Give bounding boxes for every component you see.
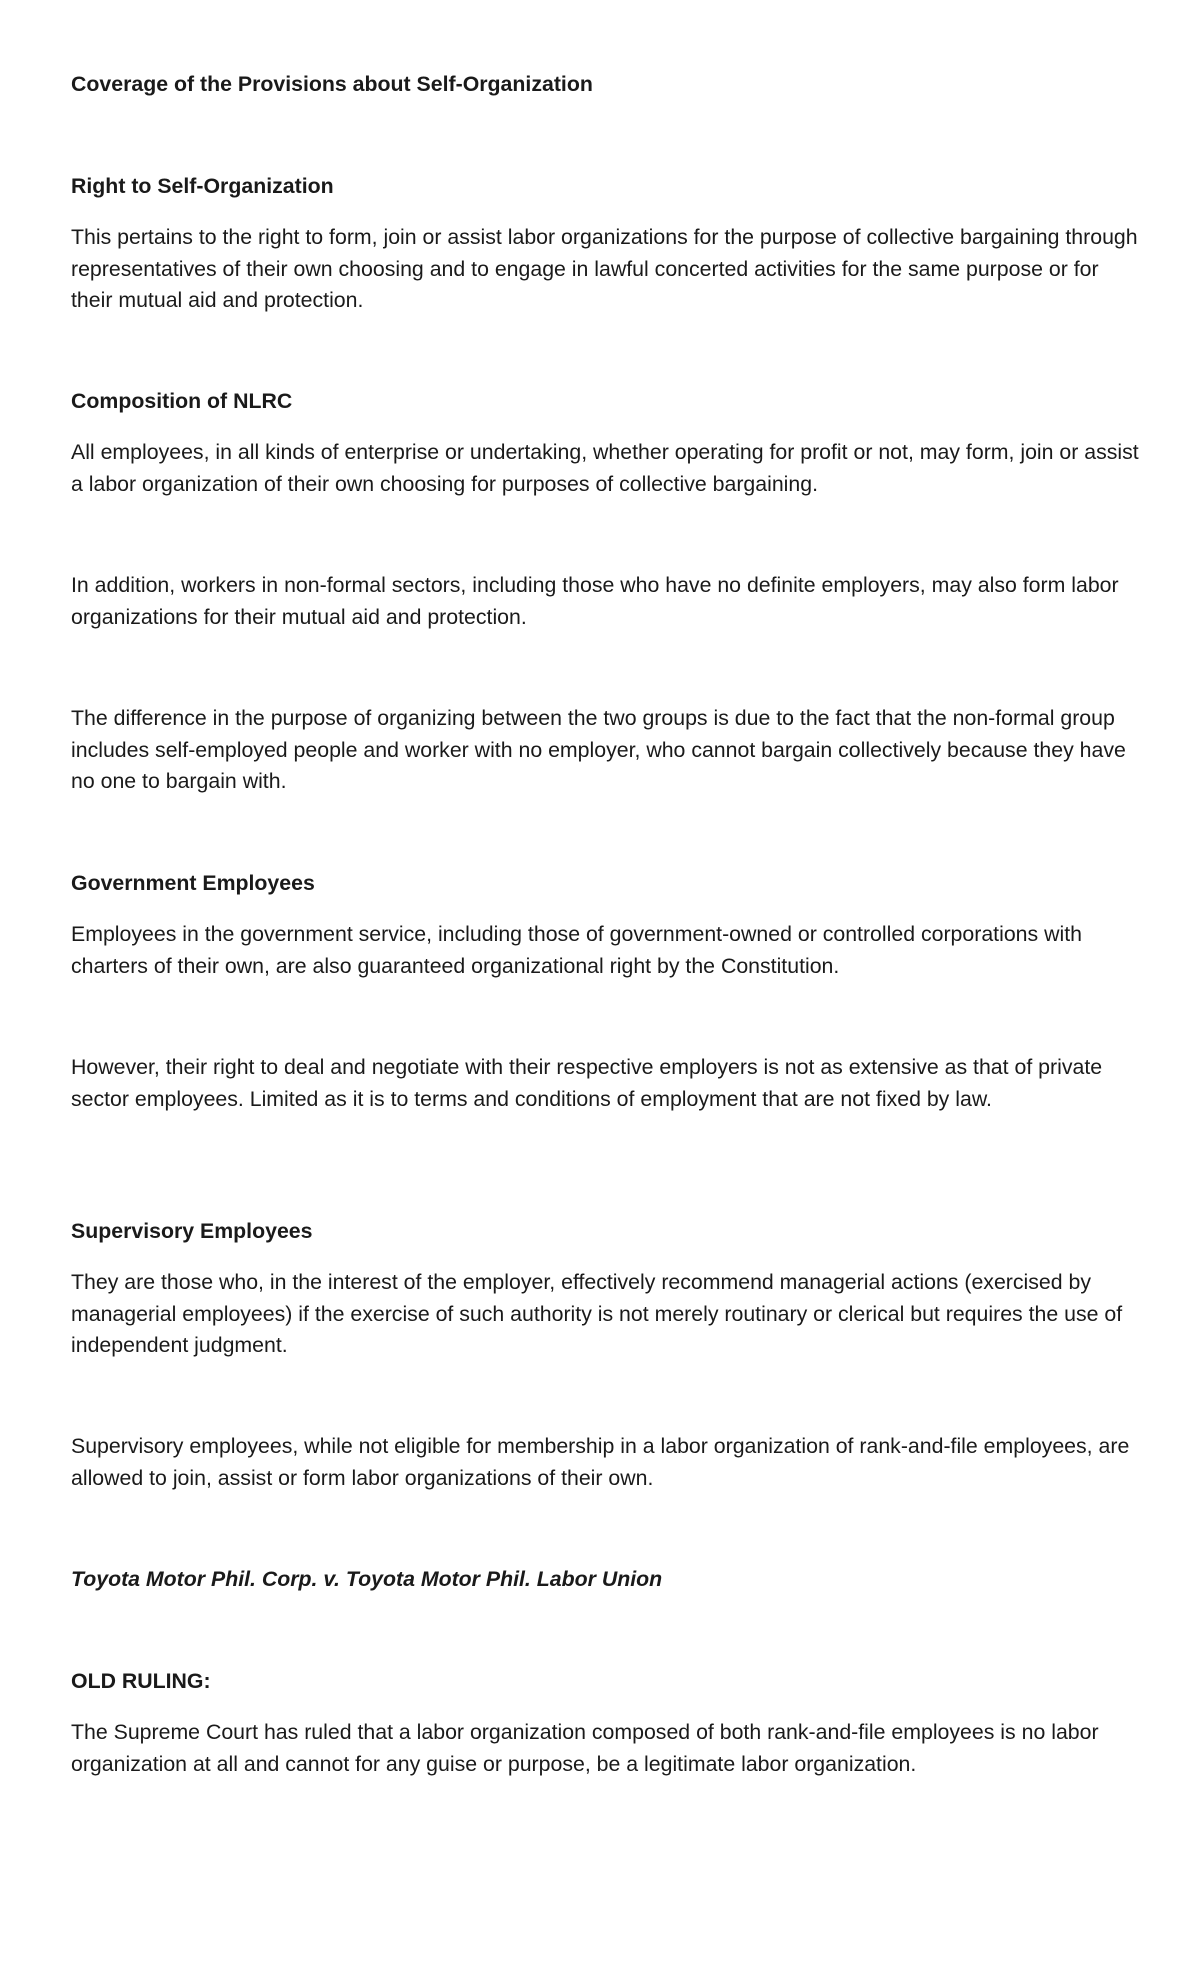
paragraph-government-2: However, their right to deal and negotiate with their respective employers is not as extensive as that of private sector employees. Limited as it is to terms and conditions of employment that are not fixed by law. bbox=[71, 1055, 1103, 1111]
paragraph-composition-2: In addition, workers in non-formal sectors, including those who have no definite employers, may also form labor organizations for their mutual aid and protection. bbox=[71, 573, 1119, 629]
paragraph-right-to-self-organization: This pertains to the right to form, join or assist labor organizations for the purpose of collective bargaining through representatives of their own choosing and to engage in lawful concerted activities for the same purpose or for their mutual aid and protection. bbox=[71, 225, 1138, 313]
paragraph-supervisory-2: Supervisory employees, while not eligible for membership in a labor organization of rank-and-file employees, are allowed to join, assist or form labor organizations of their own. bbox=[71, 1434, 1130, 1490]
document-title: Coverage of the Provisions about Self-Organization bbox=[71, 72, 593, 96]
paragraph-composition-1: All employees, in all kinds of enterprise or undertaking, whether operating for profit or not, may form, join or assist a labor organization of their own choosing for purposes of collective bargaining. bbox=[71, 440, 1139, 496]
paragraph-supervisory-1: They are those who, in the interest of the employer, effectively recommend managerial actions (exercised by managerial employees) if the exercise of such authority is not merely routinary or clerical but requires the use of independent judgment. bbox=[71, 1270, 1123, 1358]
section-heading-composition-of-nlrc: Composition of NLRC bbox=[71, 389, 293, 413]
section-heading-government-employees: Government Employees bbox=[71, 871, 315, 895]
case-title-toyota: Toyota Motor Phil. Corp. v. Toyota Motor Phil. Labor Union bbox=[71, 1567, 663, 1591]
paragraph-composition-3: The difference in the purpose of organizing between the two groups is due to the fact that the non-formal group includes self-employed people and worker with no employer, who cannot bargain collectively because they have no one to bargain with. bbox=[71, 706, 1126, 794]
paragraph-government-1: Employees in the government service, including those of government-owned or controlled corporations with charters of their own, are also guaranteed organizational right by the Constitution. bbox=[71, 922, 1082, 978]
paragraph-old-ruling: The Supreme Court has ruled that a labor organization composed of both rank-and-file employees is no labor organization at all and cannot for any guise or purpose, be a legitimate labor organization. bbox=[71, 1720, 1099, 1776]
old-ruling-heading: OLD RULING: bbox=[71, 1669, 211, 1693]
section-heading-right-to-self-organization: Right to Self-Organization bbox=[71, 174, 334, 198]
section-heading-supervisory-employees: Supervisory Employees bbox=[71, 1219, 313, 1243]
